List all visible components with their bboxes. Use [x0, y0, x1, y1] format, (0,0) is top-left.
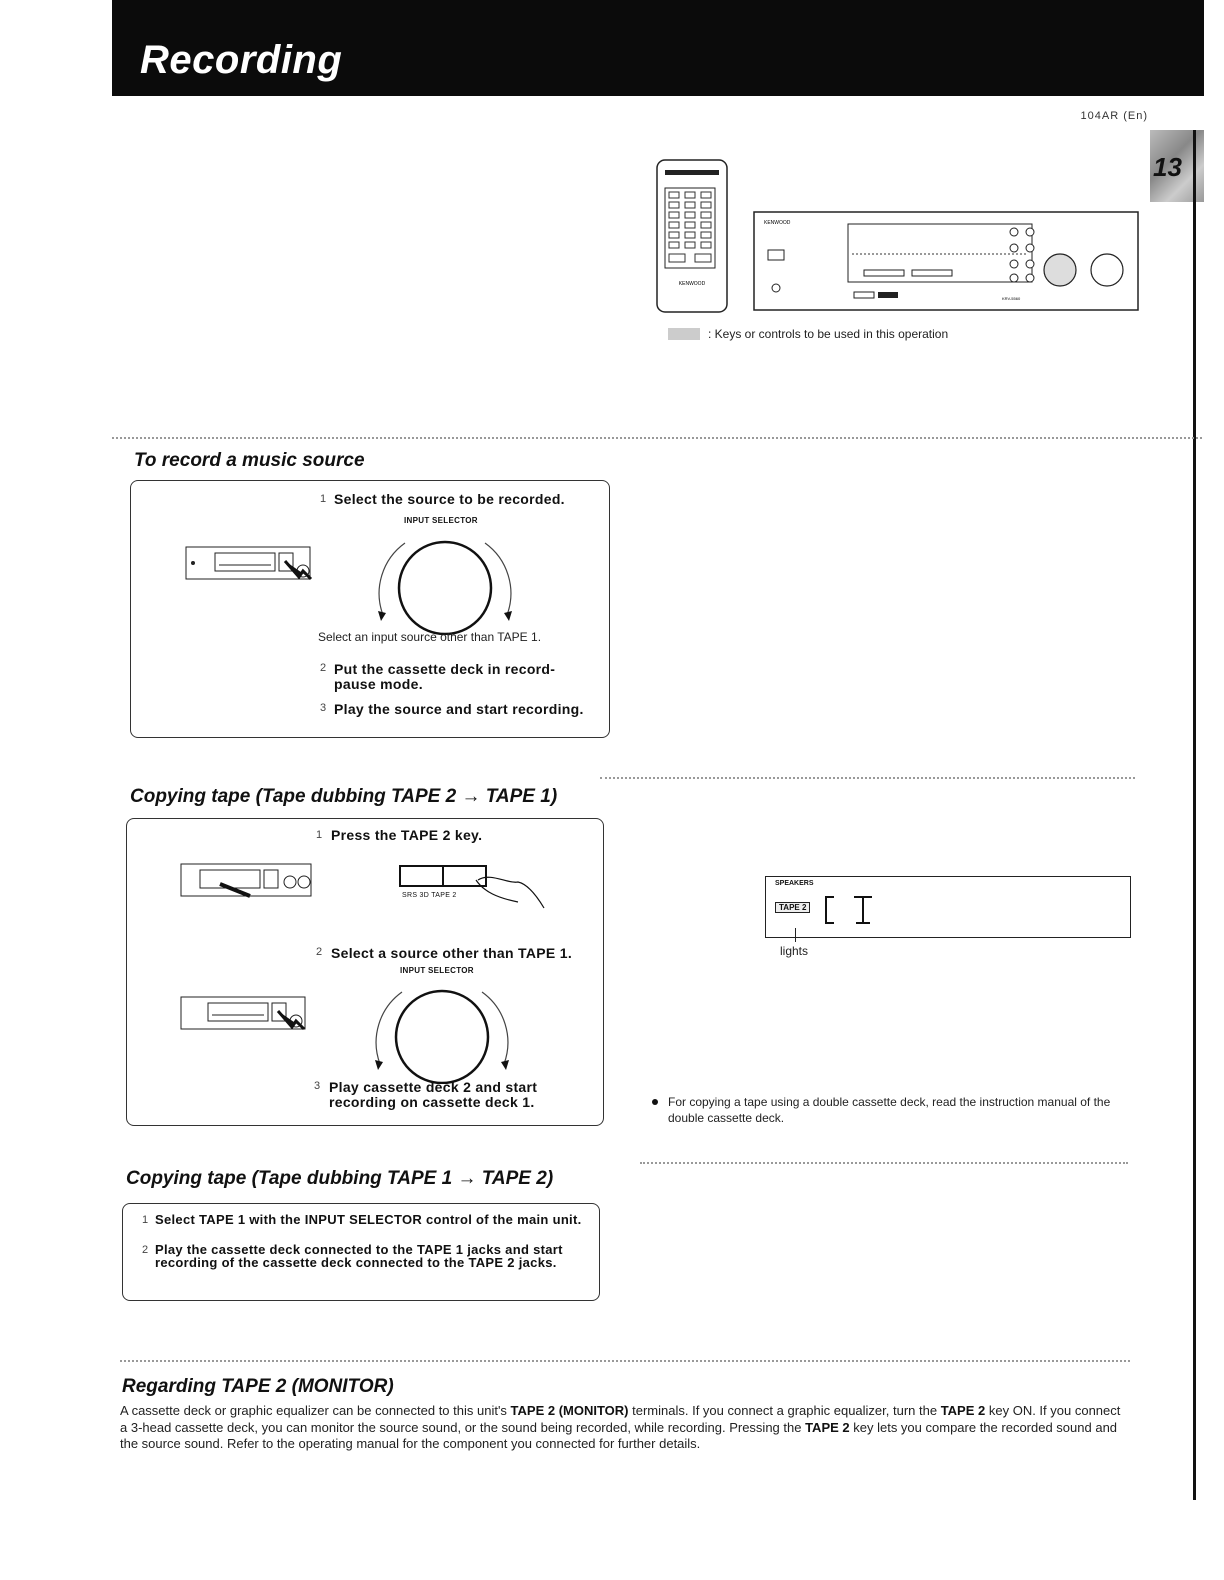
main-unit-illustration — [752, 210, 1142, 314]
unit-model-text: KRV-5560 — [1002, 296, 1021, 301]
page-title: Recording — [140, 38, 343, 82]
bullet-dot — [652, 1099, 658, 1105]
input-selector-dial-icon — [362, 974, 522, 1084]
receiver-mini-illustration — [180, 995, 310, 1033]
record-step-1: Select the source to be recorded. — [334, 491, 565, 507]
monitor-text: key ON. If you connect a 3-head cassette deck, you can monitor the source sound, or the sound being recorded, while recording. Pressing the — [120, 1403, 1121, 1435]
record-step-3: Play the source and start recording. — [334, 701, 584, 717]
legend-text: : Keys or controls to be used in this operation — [708, 327, 949, 341]
dub21-step-2: Select a source other than TAPE 1. — [331, 945, 573, 961]
callout-line — [795, 928, 796, 942]
step-number: 3 — [314, 1080, 321, 1092]
section-title-monitor: Regarding TAPE 2 (MONITOR) — [122, 1376, 394, 1397]
monitor-text: key lets you compare the recorded sound and the source sound. Refer to the operating manual for the component you connected for further details. — [120, 1419, 1118, 1451]
dial-label: INPUT SELECTOR — [404, 516, 478, 525]
monitor-bold-text: TAPE 2 (MONITOR) — [510, 1403, 629, 1418]
highlight-swatch — [668, 328, 700, 340]
display-speakers-label: SPEAKERS — [775, 880, 814, 887]
step-number: 2 — [320, 662, 327, 674]
monitor-paragraph — [120, 1403, 1130, 1453]
record-note: Select an input source other than TAPE 1. — [318, 630, 542, 644]
monitor-bold-text: TAPE 2 — [940, 1403, 986, 1418]
step-number: 1 — [320, 493, 327, 505]
section-divider — [112, 437, 1202, 439]
dub21-step-1: Press the TAPE 2 key. — [331, 827, 483, 843]
dub21-step-3: Play cassette deck 2 and start recording on cassette deck 1. — [329, 1079, 538, 1110]
right-margin-rule — [1193, 130, 1196, 1500]
section-title-record: To record a music source — [134, 450, 365, 471]
display-tape2-indicator: TAPE 2 — [775, 902, 810, 913]
dial-label: INPUT SELECTOR — [400, 966, 474, 975]
step-number: 1 — [316, 829, 323, 841]
display-lights-label: lights — [780, 944, 809, 958]
record-step-2: Put the cassette deck in record-pause mode. — [334, 661, 556, 692]
remote-brand-text: KENWOOD — [678, 281, 706, 287]
section-title-dub12: Copying tape (Tape dubbing TAPE 1 → TAPE 2) — [126, 1168, 554, 1189]
step-number: 1 — [142, 1214, 149, 1226]
model-code: 104AR (En) — [1080, 110, 1148, 122]
receiver-mini-illustration — [180, 862, 314, 900]
bullet-note: For copying a tape using a double cassette deck, read the instruction manual of the double cassette deck. — [668, 1095, 1111, 1125]
key-label: SRS 3D TAPE 2 — [402, 892, 457, 899]
input-selector-dial-icon — [365, 525, 525, 635]
page-number: 13 — [1153, 152, 1182, 182]
step-number: 3 — [320, 702, 327, 714]
step-number: 2 — [316, 946, 323, 958]
section-title-dub21: Copying tape (Tape dubbing TAPE 2 → TAPE 1) — [130, 786, 558, 807]
receiver-mini-illustration — [185, 545, 315, 583]
remote-control-illustration — [655, 158, 731, 316]
display-segments — [820, 893, 880, 933]
step-number: 2 — [142, 1244, 149, 1256]
monitor-text: A cassette deck or graphic equalizer can be connected to this unit's — [120, 1403, 511, 1418]
monitor-bold-text: TAPE 2 — [805, 1419, 850, 1435]
monitor-text: terminals. If you connect a graphic equalizer, turn the — [628, 1403, 941, 1418]
section-divider — [640, 1162, 1128, 1164]
section-divider — [120, 1360, 1130, 1362]
dub12-step-2: Play the cassette deck connected to the TAPE 1 jacks and start recording of the cassette deck connected to the TAPE 2 jacks. — [155, 1242, 563, 1270]
section-divider — [600, 777, 1135, 779]
unit-brand-text: KENWOOD — [764, 220, 791, 226]
dub12-step-1: Select TAPE 1 with the INPUT SELECTOR control of the main unit. — [155, 1212, 582, 1227]
